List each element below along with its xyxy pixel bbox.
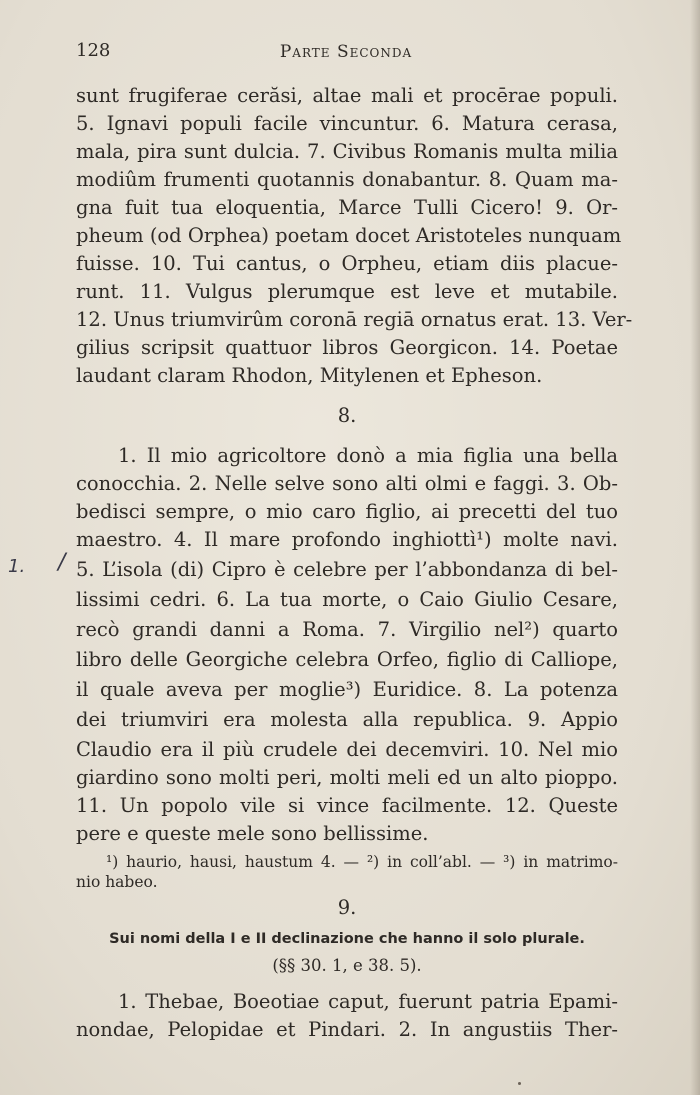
text-line: nondae, Pelopidae et Pindari. 2. In angustiis Ther- [76, 1018, 618, 1041]
section-heading: Sui nomi della I e II declinazione che hanno il solo plurale. [109, 931, 585, 947]
section-number-8: 8. [337, 404, 357, 427]
text-line: gilius scripsit quattuor libros Georgicon. 14. Poetae [76, 336, 618, 359]
text-line: maestro. 4. Il mare profondo inghiottì¹) molte navi. [76, 528, 618, 551]
footnote-line: ¹) haurio, hausi, haustum 4. — ²) in coll’abl. — ³) in matrimo- [106, 853, 618, 871]
text-line: bedisci sempre, o mio caro figlio, ai precetti del tuo [76, 500, 618, 523]
text-line: lissimi cedri. 6. La tua morte, o Caio Giulio Cesare, [76, 588, 618, 611]
text-line: 5. L’isola (di) Cipro è celebre per l’abbondanza di bel- [76, 558, 618, 581]
text-line: il quale aveva per moglie³) Euridice. 8. La potenza [76, 678, 618, 701]
text-line: 5. Ignavi populi facile vincuntur. 6. Matura cerasa, [76, 112, 618, 135]
text-line: laudant claram Rhodon, Mitylenen et Epheson. [76, 364, 543, 387]
text-line: 12. Unus triumvirûm coronā regiā ornatus erat. 13. Ver- [76, 308, 633, 331]
text-line: fuisse. 10. Tui cantus, o Orpheu, etiam diis placue- [76, 252, 618, 275]
text-line: sunt frugiferae cerăsi, altae mali et procērae populi. [76, 84, 618, 107]
text-line: Claudio era il più crudele dei decemviri. 10. Nel mio [76, 738, 618, 761]
page-number: 128 [76, 40, 111, 61]
margin-slash-mark: / [58, 550, 66, 575]
running-title: Parte Seconda [279, 42, 413, 62]
text-line: 1. Il mio agricoltore donò a mia figlia una bella [118, 444, 618, 467]
page-header [76, 40, 616, 70]
text-line: runt. 11. Vulgus plerumque est leve et mutabile. [76, 280, 618, 303]
section-number-9: 9. [337, 896, 357, 919]
section-reference: (§§ 30. 1, e 38. 5). [272, 956, 422, 975]
text-line: 11. Un popolo vile si vince facilmente. 12. Queste [76, 794, 618, 817]
page-edge-shadow [690, 0, 700, 1095]
text-line: dei triumviri era molesta alla republica. 9. Appio [76, 708, 618, 731]
text-line: libro delle Georgiche celebra Orfeo, figlio di Calliope, [76, 648, 618, 671]
text-line: pere e queste mele sono bellissime. [76, 822, 429, 845]
text-line: pheum (od Orphea) poetam docet Aristoteles nunquam [76, 224, 622, 247]
text-line: modiûm frumenti quotannis donabantur. 8. Quam ma- [76, 168, 618, 191]
paper-speck [518, 1082, 521, 1085]
margin-note-number: 1. [8, 556, 26, 577]
text-line: 1. Thebae, Boeotiae caput, fuerunt patria Epami- [118, 990, 618, 1013]
text-line: giardino sono molti peri, molti meli ed un alto pioppo. [76, 766, 618, 789]
footnote-line: nio habeo. [76, 873, 158, 891]
text-line: conocchia. 2. Nelle selve sono alti olmi e faggi. 3. Ob- [76, 472, 618, 495]
text-line: gna fuit tua eloquentia, Marce Tulli Cicero! 9. Or- [76, 196, 618, 219]
text-line: recò grandi danni a Roma. 7. Virgilio nel²) quarto [76, 618, 618, 641]
text-line: mala, pira sunt dulcia. 7. Civibus Romanis multa milia [76, 140, 618, 163]
